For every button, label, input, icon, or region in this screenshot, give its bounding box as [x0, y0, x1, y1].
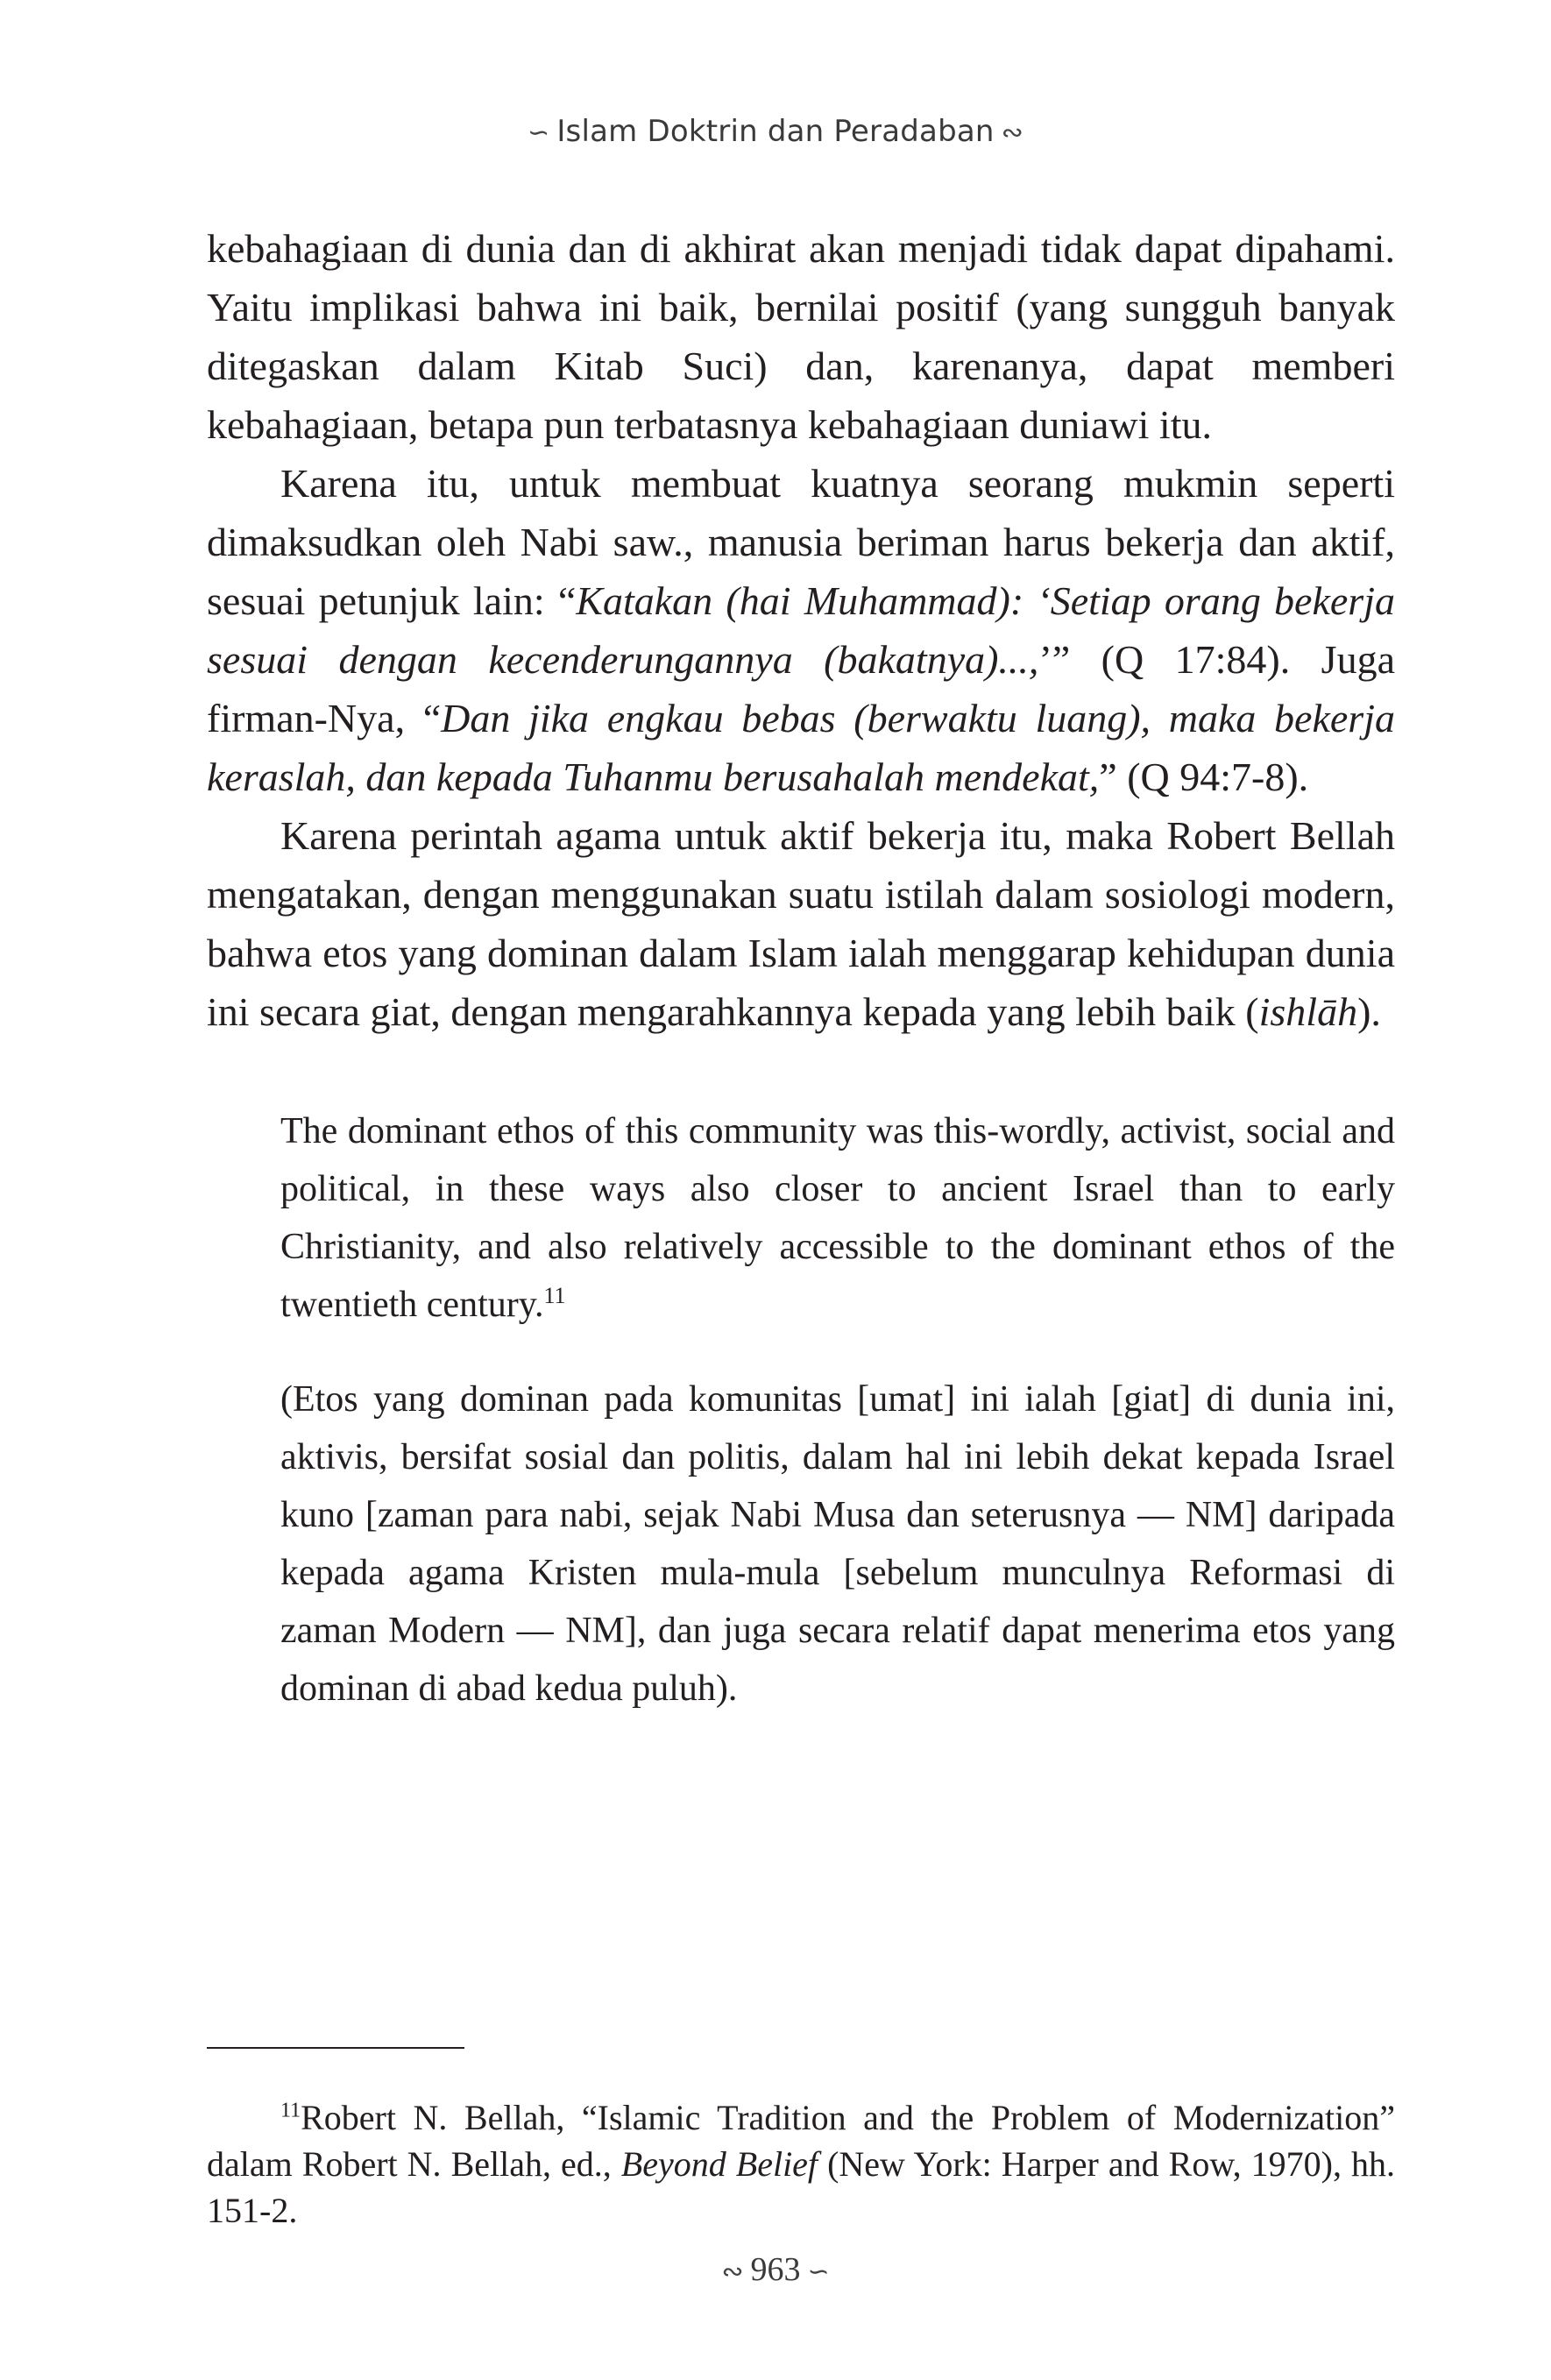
quran-quote-94-7: Dan jika engkau bebas (berwaktu luang), maka bekerja keraslah, dan kepada Tuhanmu berusahalah mendekat,	[207, 696, 1395, 799]
paragraph-2-text-3: ” (Q 94:7-8).	[1099, 754, 1309, 799]
left-ornament-icon: ∽	[527, 117, 550, 148]
footnote-text-2: (New York: Harper and Row, 1970), hh. 151-2.	[207, 2144, 1395, 2230]
footnote-number: 11	[280, 2099, 301, 2122]
quran-quote-17-84: Katakan (hai Muhammad): ‘Setiap orang bekerja sesuai dengan kecenderungannya (bakatnya)...,	[207, 578, 1395, 682]
right-ornament-icon: ∾	[1001, 117, 1023, 148]
paragraph-3-text-2: ).	[1357, 989, 1381, 1034]
footer-left-ornament-icon: ∾	[721, 2256, 744, 2287]
footnote-11	[207, 2094, 1395, 2234]
footnote-divider	[207, 2047, 464, 2049]
paragraph-3-text-1: Karena perintah agama untuk aktif bekerja itu, maka Robert Bellah mengatakan, dengan menggunakan suatu istilah dalam sosiologi modern, bahwa etos yang dominan dalam Islam ialah menggarap kehidupan dunia ini secara giat, dengan mengarahkannya kepada yang lebih baik (	[207, 813, 1395, 1034]
book-title: Islam Doktrin dan Peradaban	[556, 114, 995, 149]
footnote-reference-11[interactable]: 11	[543, 1283, 566, 1308]
main-text	[207, 219, 1395, 1754]
paragraph-2	[207, 454, 1395, 806]
block-quote-english-text: The dominant ethos of this community was this-wordly, activist, social and political, in these ways also closer to ancient Israel than to early Christianity, and also relatively accessible to the dominant ethos of the twentieth century.	[280, 1111, 1395, 1325]
running-header	[0, 114, 1551, 149]
page-footer	[0, 2250, 1551, 2289]
paragraph-1: kebahagiaan di dunia dan di akhirat akan menjadi tidak dapat dipahami. Yaitu implikasi bahwa ini baik, bernilai positif (yang sungguh banyak ditegaskan dalam Kitab Suci) dan, karenanya, dapat memberi kebahagiaan, betapa pun terbatasnya kebahagiaan duniawi itu.	[207, 226, 1395, 447]
footnote-text-1: Robert N. Bellah, “Islamic Tradition and the Problem of Modernization” dalam Robert N. Bellah, ed.,	[207, 2098, 1395, 2184]
paragraph-2-text-1: Karena itu, untuk membuat kuatnya seorang mukmin seperti dimaksudkan oleh Nabi saw., manusia beriman harus bekerja dan aktif, sesuai petunjuk lain: “	[207, 461, 1395, 623]
paragraph-3	[207, 806, 1395, 1041]
paragraph-2-text-2: ’” (Q 17:84). Juga firman-Nya, “	[207, 637, 1395, 740]
page-number: 963	[750, 2251, 801, 2288]
term-ishlah: ishlāh	[1258, 989, 1358, 1034]
footer-right-ornament-icon: ∽	[807, 2256, 830, 2287]
footnote-book-title: Beyond Belief	[620, 2144, 818, 2184]
block-quote-translation: (Etos yang dominan pada komunitas [umat] ini ialah [giat] di dunia ini, aktivis, bersifat sosial dan politis, dalam hal ini lebih dekat kepada Israel kuno [zaman para nabi, sejak Nabi Musa dan seterusnya — NM] daripada kepada agama Kristen mula-mula [sebelum munculnya Reformasi di zaman Modern — NM], dan juga secara relatif dapat menerima etos yang dominan di abad kedua puluh).	[280, 1379, 1395, 1709]
block-quote-english	[280, 1102, 1395, 1334]
